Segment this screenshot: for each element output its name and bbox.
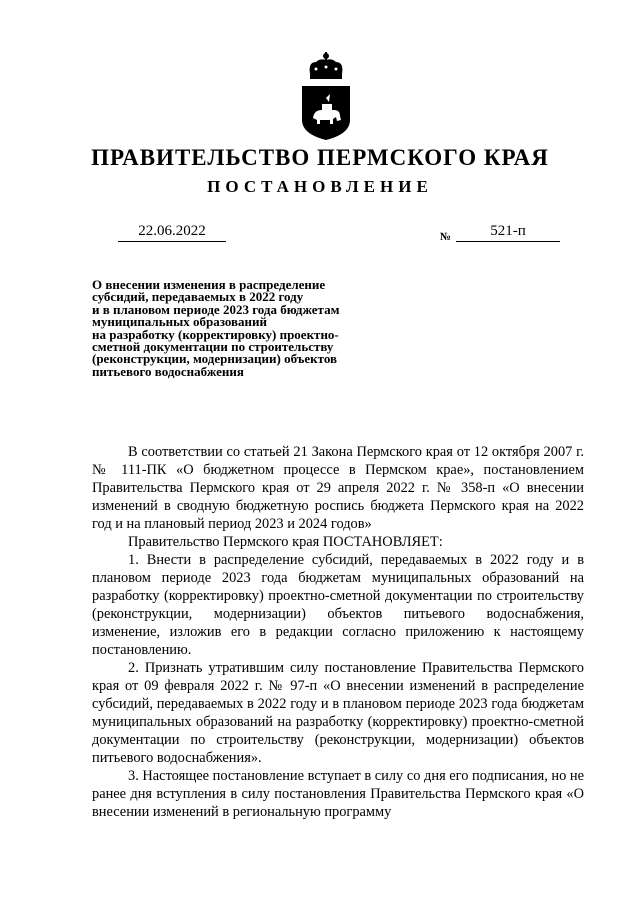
number-sign: № (440, 231, 452, 243)
subject-line: сметной документации по строительству (92, 339, 334, 355)
clause-3-paragraph: 3. Настоящее постановление вступает в силу со дня его подписания, но не ранее дня вступления в силу постановления Правительства Пермского края «О внесении изменений в региональную программу (92, 768, 584, 820)
subject-line: на разработку (корректировку) проектно- (92, 326, 339, 342)
subject-line: О внесении изменения в распределение (92, 277, 326, 292)
clause-1-paragraph: 1. Внести в распределение субсидий, передаваемых в 2022 году и в плановом периоде 2023 года бюджетам муниципальных образований на разработку (корректировку) проектно-сметной документации по строительству (реконструкции, модернизации) объектов питьевого водоснабжения, изменение, изложив его в редакции согласно приложению к настоящему постановлению. (92, 552, 584, 658)
subject-line: питьевого водоснабжения (92, 363, 244, 379)
document-date: 22.06.2022 (118, 223, 226, 242)
document-number: 521-п (456, 223, 560, 242)
document-subject (92, 279, 422, 378)
subject-line: и в плановом периоде 2023 года бюджетам (92, 301, 340, 317)
subject-line: муниципальных образований (92, 314, 268, 330)
coat-of-arms-icon (296, 50, 356, 142)
clause-2-paragraph: 2. Признать утратившим силу постановление Правительства Пермского края от 09 февраля 2022 г. № 97-п «О внесении изменений в распределение субсидий, передаваемых в 2022 году и в плановом периоде 2023 года бюджетам муниципальных образований на разработку (корректировку) проектно-сметной документации по строительству (реконструкции, модернизации) объектов питьевого водоснабжения». (92, 660, 584, 766)
document-type: ПОСТАНОВЛЕНИЕ (207, 177, 433, 196)
resolution-paragraph: Правительство Пермского края ПОСТАНОВЛЯЕТ: (128, 534, 443, 550)
document-body (92, 443, 584, 821)
government-title: ПРАВИТЕЛЬСТВО ПЕРМСКОГО КРАЯ (91, 145, 549, 170)
subject-line: (реконструкции, модернизации) объектов (92, 351, 338, 367)
subject-line: субсидий, передаваемых в 2022 году (92, 289, 304, 305)
preamble-paragraph: В соответствии со статьей 21 Закона Пермского края от 12 октября 2007 г. № 111-ПК «О бюджетном процессе в Пермском крае», постановлением Правительства Пермского края от 29 апреля 2022 г. № 358-п «О внесении изменений в сводную бюджетную роспись бюджета Пермского края на 2022 год и на плановый период 2023 и 2024 годов» (92, 444, 584, 532)
